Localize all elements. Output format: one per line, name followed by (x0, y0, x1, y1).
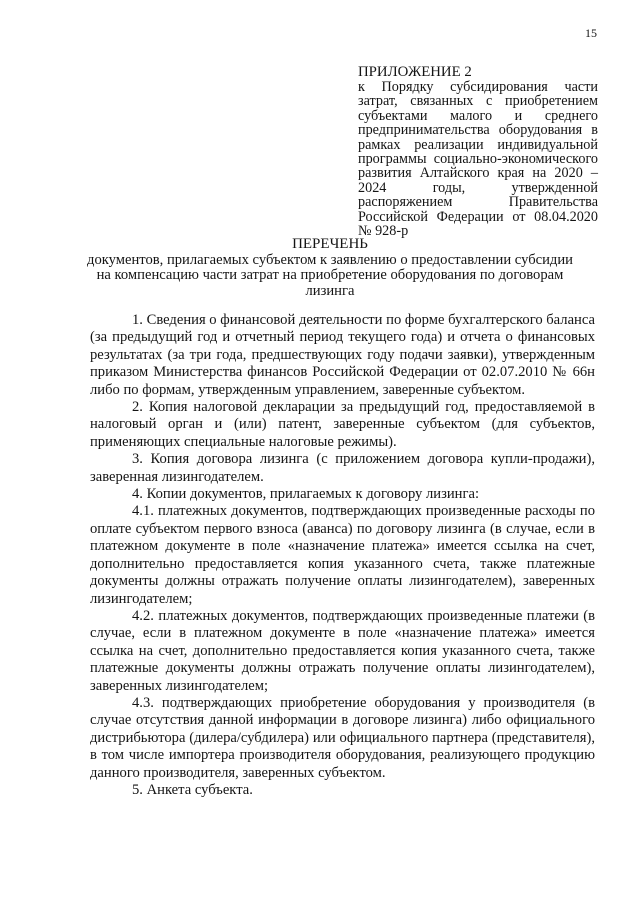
list-title: ПЕРЕЧЕНЬ (292, 236, 368, 252)
list-item: 5. Анкета субъекта. (132, 781, 253, 798)
list-heading (80, 237, 580, 299)
list-item: 3. Копия договора лизинга (с приложением договора купли-продажи), заверенная лизингодателем. (90, 451, 595, 485)
list-subtitle: документов, прилагаемых субъектом к заявлению о предоставлении субсидии на компенсацию части затрат на приобретение оборудования по договорам лизинга (87, 251, 573, 299)
document-body (90, 312, 595, 799)
list-subitem: 4.3. подтверждающих приобретение оборудования у производителя (в случае отсутствия данной информации в договоре лизинга) либо официального дистрибьютора (дилера/субдилера) или официального партнера (представителя), в том числе импортера производителя оборудования, реализующего продукцию данного производителя, заверенных субъектом. (90, 694, 595, 781)
list-item: 4. Копии документов, прилагаемых к договору лизинга: (132, 486, 479, 503)
annex-title: ПРИЛОЖЕНИЕ 2 (358, 64, 472, 80)
list-item: 2. Копия налоговой декларации за предыдущий год, предоставляемой в налоговый орган и (или) патент, заверенные субъектом (для субъектов, применяющих специальные налоговые режимы). (90, 399, 595, 450)
annex-text: к Порядку субсидирования части затрат, связанных с приобретением субъектами малого и среднего предпринимательства оборудования в рамках реализации индивидуальной программы социально-экономического развития Алтайского края на 2020 – 2024 годы, утвержденной распоряжением Правительства Российской Федерации от 08.04.2020 № 928-р (358, 79, 598, 240)
list-subitem: 4.1. платежных документов, подтверждающих произведенные расходы по оплате субъектом первого взноса (аванса) по договору лизинга (в случае, если в платежном документе в поле «назначение платежа» имеется ссылка на счет, дополнительно предоставляется копия указанного счета, также платежные документы должны отражать получение оплаты лизингодателем), заверенных лизингодателем; (90, 503, 595, 607)
page-number: 15 (585, 26, 597, 40)
list-item: 1. Сведения о финансовой деятельности по форме бухгалтерского баланса (за предыдущий год и отчетный период текущего года) и отчета о финансовых результатах (за три года, предшествующих году подачи заявки), утвержденным приказом Министерства финансов Российской Федерации от 02.07.2010 № 66н либо по формам, утвержденным управлением, заверенные субъектом. (90, 312, 595, 398)
list-subitem: 4.2. платежных документов, подтверждающих произведенные платежи (в случае, если в платежном документе в поле «назначение платежа» имеется ссылка на счет, дополнительно предоставляется копия указанного счета, также платежные документы должны отражать получение оплаты лизингодателем), заверенных лизингодателем; (90, 607, 595, 694)
annex-header (358, 64, 598, 238)
